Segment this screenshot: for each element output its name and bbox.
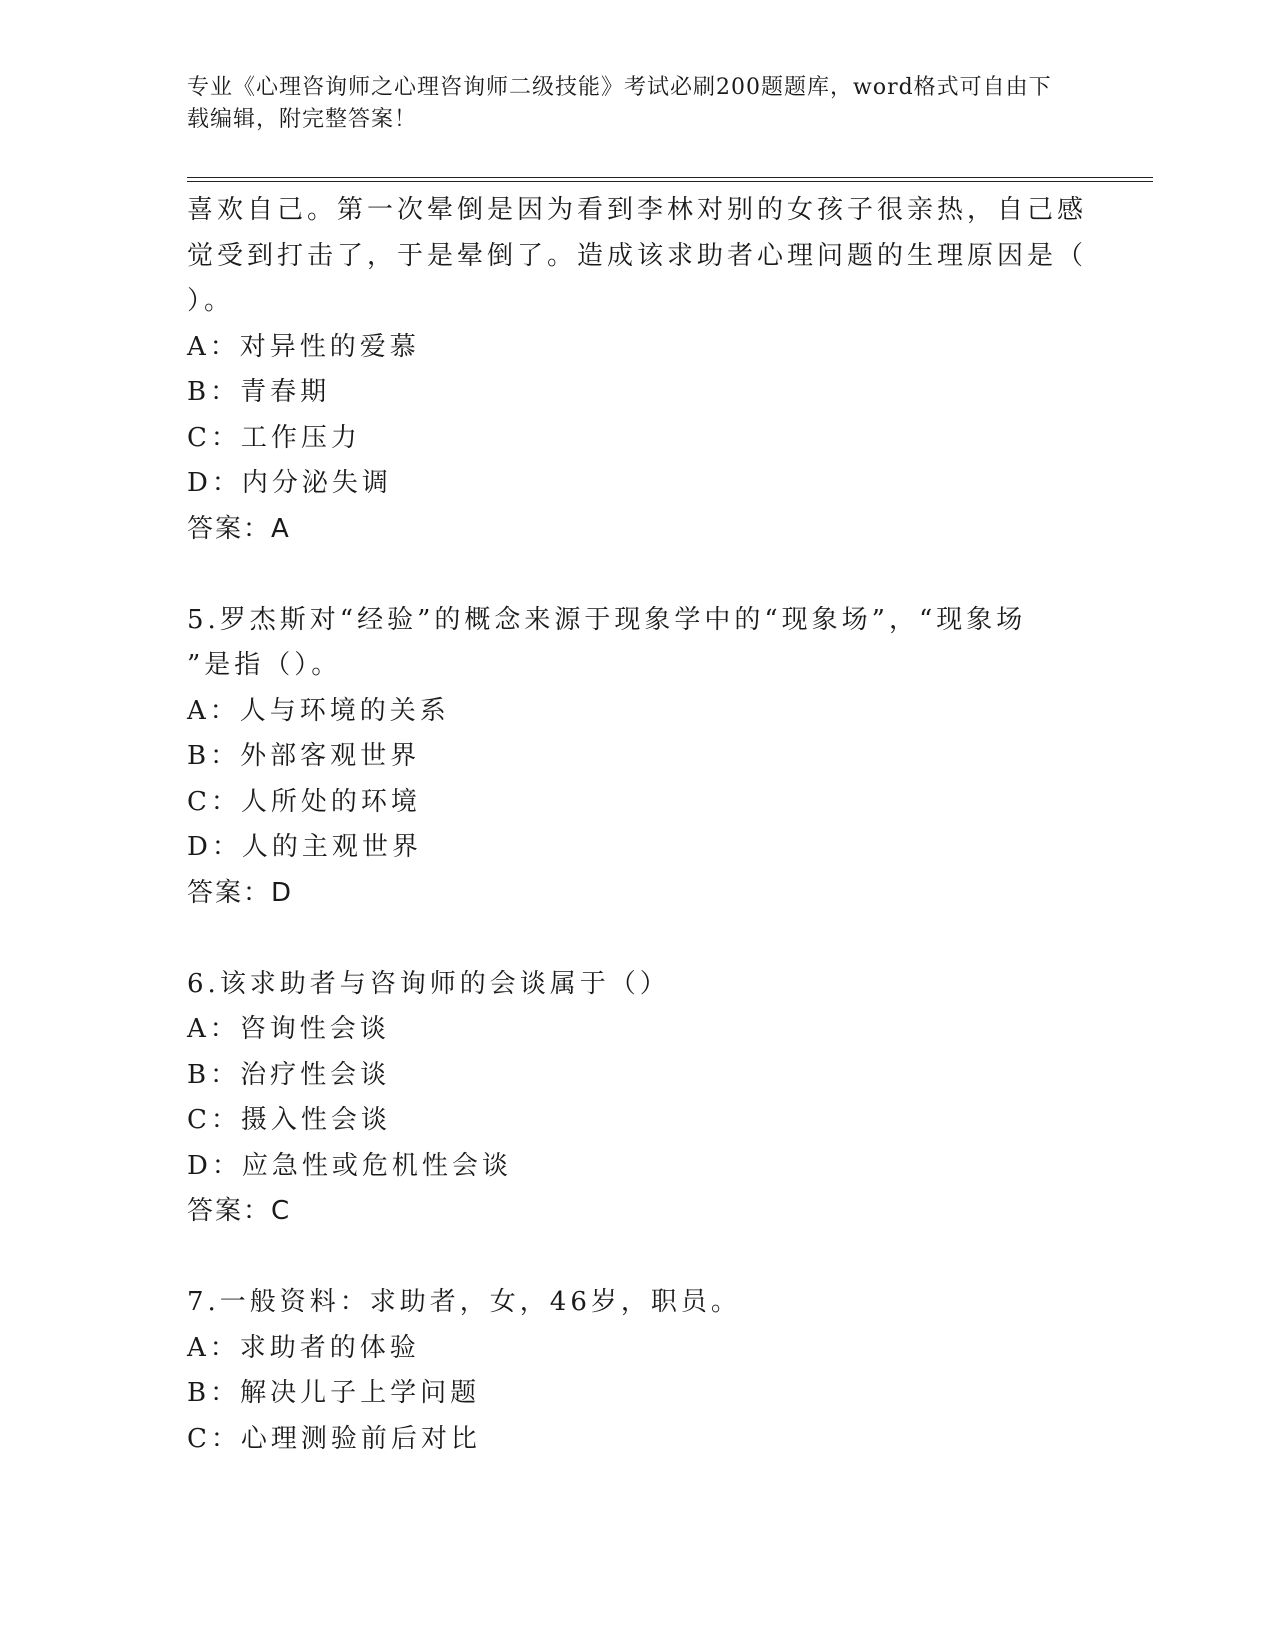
option-d: D：人的主观世界 [187, 832, 422, 862]
header-rule-bottom [187, 181, 1153, 182]
option-a: A：人与环境的关系 [187, 695, 450, 726]
answer: 答案：A [187, 513, 291, 544]
question-text-line: ”是指（）。 [187, 650, 342, 680]
option-d: D：应急性或危机性会谈 [187, 1150, 512, 1181]
spacer [187, 916, 1067, 962]
option-b: B：外部客观世界 [187, 741, 421, 771]
option-a: A：咨询性会谈 [187, 1014, 390, 1044]
spacer [187, 552, 1067, 598]
question-7 [187, 1280, 1067, 1462]
question-4 [187, 188, 1088, 552]
question-text-line: 觉受到打击了，于是晕倒了。造成该求助者心理问题的生理原因是（ [187, 240, 1088, 271]
option-a: A：求助者的体验 [187, 1332, 420, 1363]
option-b: B：治疗性会谈 [187, 1059, 391, 1090]
option-d: D：内分泌失调 [187, 468, 392, 498]
header-rule-top [187, 177, 1153, 178]
question-text-line: 喜欢自己。第一次晕倒是因为看到李林对别的女孩子很亲热，自己感 [187, 195, 1088, 225]
question-text-line: ）。 [187, 286, 235, 316]
question-list [187, 188, 1088, 1462]
spacer [187, 1235, 1067, 1281]
question-text-line: 5.罗杰斯对“经验”的概念来源于现象学中的“现象场”，“现象场 [187, 604, 1027, 635]
option-a: A：对异性的爱慕 [187, 331, 420, 362]
question-5 [187, 598, 1067, 917]
question-text-line: 6.该求助者与咨询师的会谈属于（） [187, 968, 670, 999]
option-c: C：工作压力 [187, 422, 361, 453]
question-6 [187, 962, 1067, 1235]
answer: 答案：C [187, 1196, 292, 1226]
answer: 答案：D [187, 877, 294, 908]
question-text-line: 7.一般资料：求助者，女，46岁，职员。 [187, 1287, 741, 1317]
document-header: 专业《心理咨询师之心理咨询师二级技能》考试必刷200题题库，word格式可自由下载编辑，附完整答案！ [187, 75, 1052, 132]
option-c: C：人所处的环境 [187, 786, 421, 817]
option-b: B：青春期 [187, 377, 331, 407]
option-c: C：摄入性会谈 [187, 1105, 391, 1135]
option-c: C：心理测验前后对比 [187, 1423, 481, 1454]
option-b: B：解决儿子上学问题 [187, 1378, 481, 1408]
